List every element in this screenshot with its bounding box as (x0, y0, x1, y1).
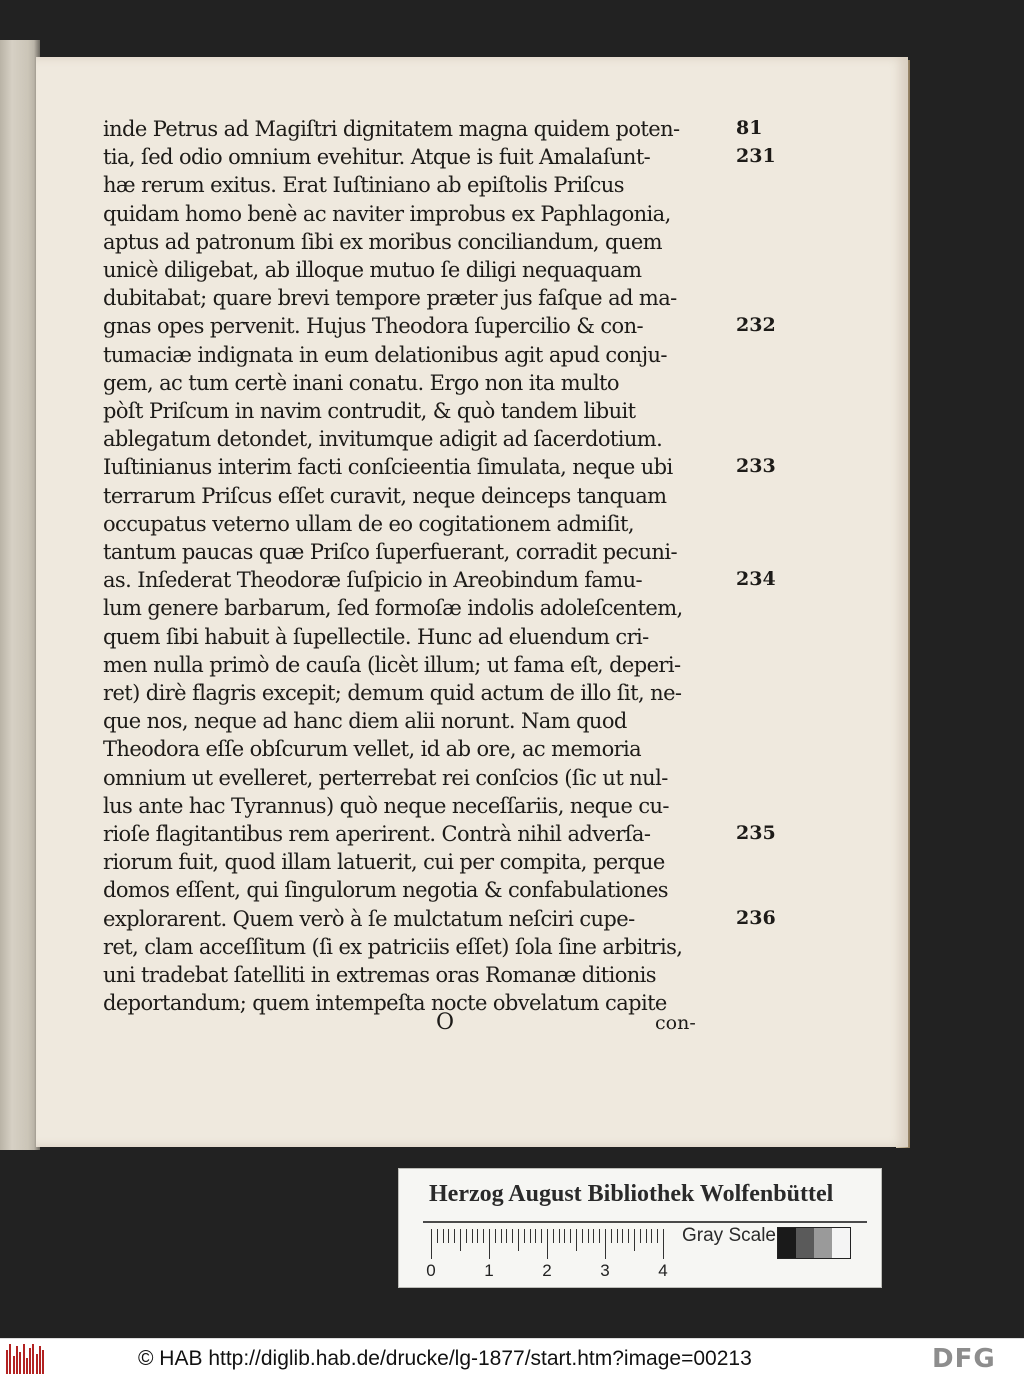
text-line: hæ rerum exitus. Erat Iuſtiniano ab epiſtolis Priſcus (103, 173, 624, 198)
footer-bar (0, 1338, 1024, 1379)
ruler-tick (599, 1229, 600, 1243)
ruler-tick (448, 1229, 449, 1243)
hab-logo-bar (23, 1344, 25, 1374)
margin-number: 81 (736, 117, 763, 139)
ruler-tick (663, 1229, 664, 1259)
text-line: Iuſtinianus interim facti conſcieentia ſimulata, neque ubi (103, 455, 673, 480)
hab-logo-bar (6, 1350, 8, 1374)
ruler-tick (443, 1229, 444, 1243)
text-line: ret, clam acceſſitum (ſi ex patriciis eſſet) ſola ſine arbitris, (103, 934, 683, 959)
text-line: rioſe flagitantibus rem aperirent. Contrà nihil adverſa- (103, 822, 651, 846)
hab-logo-bar (26, 1358, 28, 1374)
text-line: men nulla primò de cauſa (licèt illum; ut fama eſt, deperi- (103, 652, 681, 677)
copyright-link[interactable]: © HAB http://diglib.hab.de/drucke/lg-1877/start.htm?image=00213 (138, 1347, 752, 1370)
ruler-tick (501, 1229, 502, 1243)
margin-number: 231 (736, 145, 776, 168)
text-line: Theodora eſſe obſcurum vellet, id ab ore, ac memoria (103, 737, 642, 762)
ruler-tick (506, 1229, 507, 1243)
gray-swatch (832, 1228, 850, 1258)
ruler-tick (431, 1229, 432, 1259)
hab-logo-bar (29, 1348, 31, 1374)
ruler-tick (547, 1229, 548, 1259)
ruler-tick (518, 1229, 519, 1251)
ruler-number-0: 0 (426, 1261, 436, 1280)
ruler-tick (657, 1229, 658, 1243)
ruler-tick (622, 1229, 623, 1243)
hab-logo-bar (42, 1350, 44, 1374)
ruler-number-2: 2 (542, 1261, 552, 1280)
text-line: omnium ut evelleret, perterrebat rei conſcios (ſic ut nul- (103, 765, 668, 790)
ruler-tick (582, 1229, 583, 1243)
gray-scale-label: Gray Scale (682, 1225, 776, 1246)
hab-logo-bar (16, 1346, 18, 1374)
text-line: que nos, neque ad hanc diem alii norunt. Nam quod (103, 709, 627, 734)
ruler-tick (570, 1229, 571, 1243)
ruler-tick (535, 1229, 536, 1243)
text-line: explorarent. Quem verò à ſe mulctatum neſciri cupe- (103, 906, 635, 931)
ruler-tick (460, 1229, 461, 1251)
ruler-tick (617, 1229, 618, 1243)
text-line: quem ſibi habuit à ſupellectile. Hunc ad eluendum cri- (103, 624, 649, 649)
gray-swatch (814, 1228, 832, 1258)
text-line: pòſt Priſcum in navim contrudit, & quò tandem libuit (103, 399, 636, 423)
text-line: tia, ſed odio omnium evehitur. Atque is fuit Amalaſunt- (103, 145, 651, 170)
ruler-tick (466, 1229, 467, 1243)
ruler-tick (512, 1229, 513, 1243)
text-line: terrarum Priſcus eſſet curavit, neque deinceps tanquam (103, 483, 667, 508)
ruler-tick (588, 1229, 589, 1243)
margin-number: 235 (736, 822, 776, 844)
ruler-number-3: 3 (600, 1261, 610, 1280)
text-line: dubitabat; quare brevi tempore præter jus faſque ad ma- (103, 286, 677, 311)
text-line: lus ante hac Tyrannus) quò neque neceſſariis, neque cu- (103, 793, 669, 818)
ruler-tick (489, 1229, 490, 1259)
ruler-tick (495, 1229, 496, 1243)
ruler-number-1: 1 (484, 1261, 494, 1280)
ruler-tick (628, 1229, 629, 1243)
text-line: tumaciæ indignata in eum delationibus agit apud conju- (103, 342, 667, 367)
text-line: deportandum; quem intempeſta nocte obvelatum capite (103, 991, 667, 1016)
hab-logo-bar (39, 1346, 41, 1374)
dfg-logo[interactable]: DFG (932, 1344, 996, 1374)
text-line: domos eſſent, qui ſingulorum negotia & confabulationes (103, 878, 668, 903)
ruler-tick (472, 1229, 473, 1243)
ruler-tick (524, 1229, 525, 1243)
catchword: con- (655, 1012, 696, 1034)
gray-swatch (778, 1228, 796, 1258)
hab-logo-bar (32, 1344, 34, 1374)
ruler-tick (634, 1229, 635, 1251)
ruler-tick (559, 1229, 560, 1243)
ruler-number-4: 4 (658, 1261, 668, 1280)
ruler-tick (611, 1229, 612, 1243)
hab-logo-bar (13, 1356, 15, 1374)
library-label-card (398, 1168, 882, 1288)
text-line: ret) dirè flagris excepit; demum quid actum de illo ſit, ne- (103, 681, 682, 705)
text-line: unicè diligebat, ab illoque mutuo ſe diligi nequaquam (103, 258, 642, 282)
text-line: riorum fuit, quod illam latuerit, cui per compita, perque (103, 850, 665, 875)
ruler-tick (576, 1229, 577, 1251)
gray-scale-swatch (777, 1227, 851, 1259)
ruler-tick (541, 1229, 542, 1243)
library-name: Herzog August Bibliothek Wolfenbüttel (429, 1181, 834, 1207)
hab-logo-icon[interactable] (6, 1344, 46, 1374)
ruler-tick (651, 1229, 652, 1243)
hab-logo-bar (9, 1344, 11, 1374)
ruler-tick (454, 1229, 455, 1243)
margin-number: 232 (736, 314, 776, 337)
signature-mark: O (436, 1010, 455, 1035)
text-line: quidam homo benè ac naviter improbus ex Paphlagonia, (103, 201, 671, 226)
text-line: ablegatum detondet, invitumque adigit ad ſacerdotium. (103, 427, 663, 452)
text-line: uni tradebat ſatelliti in extremas oras Romanæ ditionis (103, 963, 656, 987)
text-line: occupatus veterno ullam de eo cogitationem admiſit, (103, 511, 634, 536)
hab-logo-bar (36, 1354, 38, 1374)
text-line: aptus ad patronum ſibi ex moribus conciliandum, quem (103, 229, 662, 254)
ruler-tick (646, 1229, 647, 1243)
hab-logo-bar (19, 1352, 21, 1374)
measurement-ruler (431, 1229, 671, 1261)
ruler-tick (640, 1229, 641, 1243)
ruler-tick (564, 1229, 565, 1243)
ruler-tick (553, 1229, 554, 1243)
margin-number: 234 (736, 568, 776, 591)
ruler-tick (605, 1229, 606, 1259)
ruler-tick (477, 1229, 478, 1243)
label-divider (423, 1221, 867, 1223)
margin-number: 236 (736, 906, 776, 929)
ruler-tick (593, 1229, 594, 1243)
ruler-tick (483, 1229, 484, 1243)
text-line: gem, ac tum certè inani conatu. Ergo non ita multo (103, 370, 619, 395)
text-line: gnas opes pervenit. Hujus Theodora ſupercilio & con- (103, 314, 644, 339)
text-line: inde Petrus ad Magiſtri dignitatem magna quidem poten- (103, 117, 680, 141)
text-line: tantum paucas quæ Priſco ſuperfuerant, corradit pecuni- (103, 540, 677, 564)
text-line: as. Inſederat Theodoræ ſuſpicio in Areobindum famu- (103, 568, 643, 593)
text-line: lum genere barbarum, ſed formoſæ indolis adoleſcentem, (103, 596, 683, 621)
ruler-tick (530, 1229, 531, 1243)
margin-number: 233 (736, 455, 776, 478)
gray-swatch (796, 1228, 814, 1258)
left-page-stack (0, 40, 40, 1150)
ruler-tick (437, 1229, 438, 1243)
